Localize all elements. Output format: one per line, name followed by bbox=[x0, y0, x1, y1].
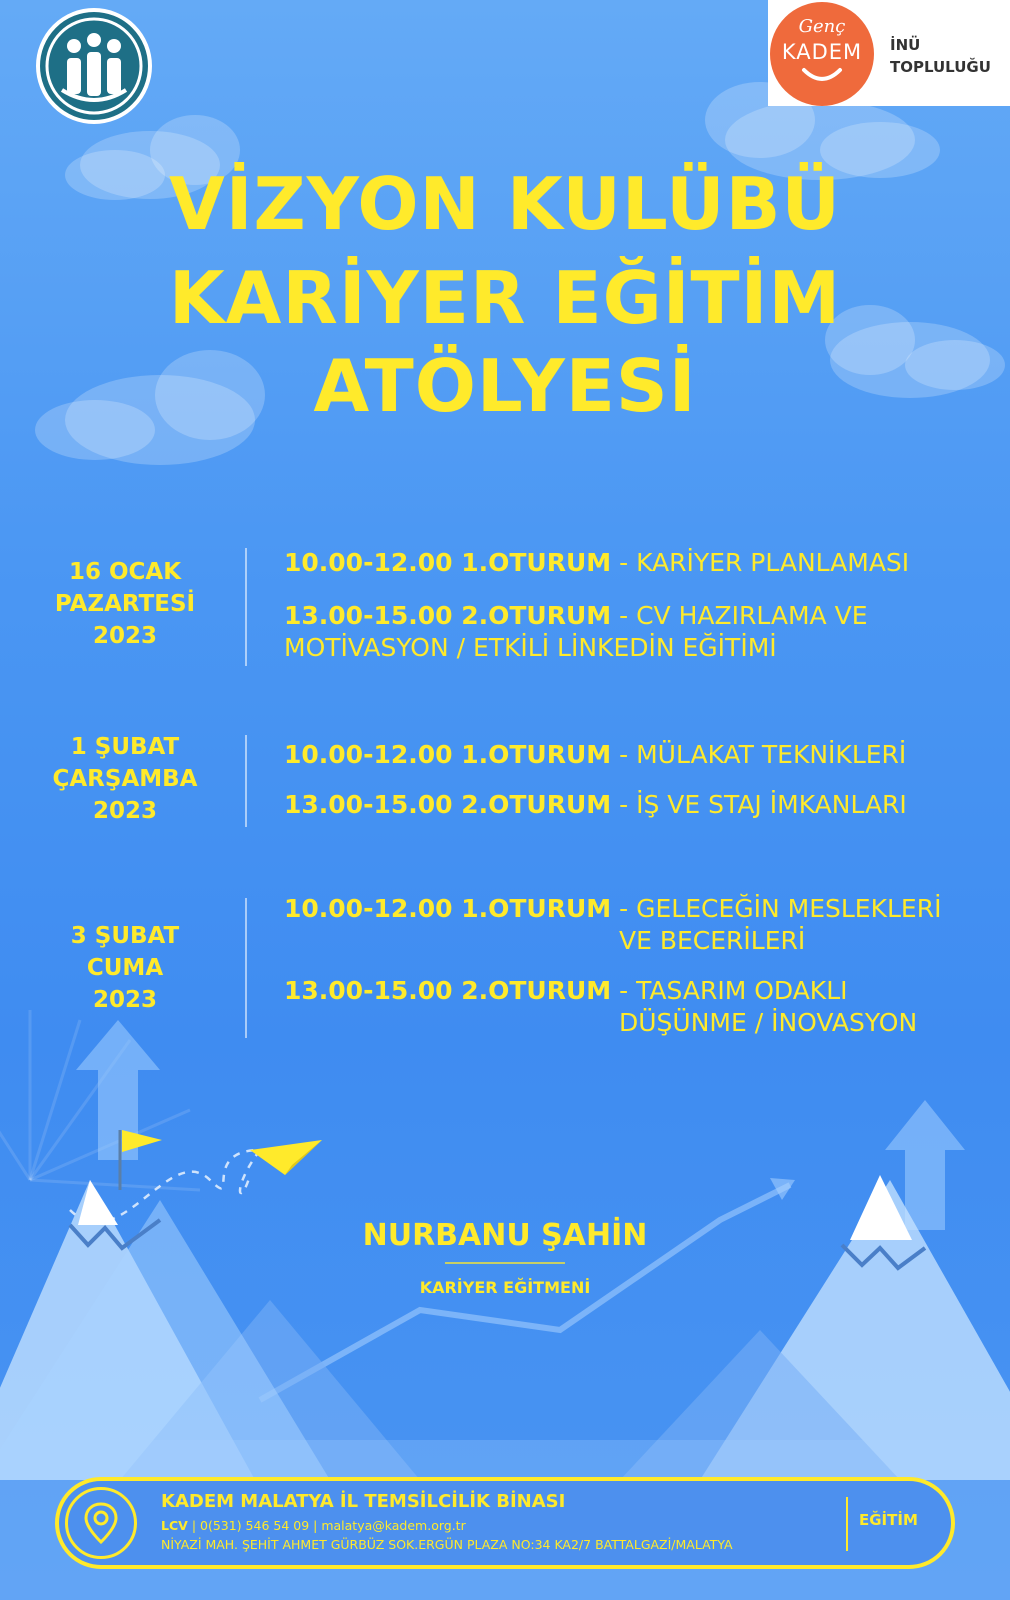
date-block-3 bbox=[30, 920, 220, 1016]
genc-kadem-word: KADEM bbox=[781, 40, 863, 64]
title-line-1: VİZYON KULÜBÜ bbox=[169, 162, 841, 246]
footer-phone[interactable]: 0(531) 546 54 09 bbox=[200, 1518, 310, 1533]
date-weekday: CUMA bbox=[86, 955, 164, 981]
community-line1: İNÜ bbox=[890, 36, 921, 54]
session-topic-continued: VE BECERİLERİ bbox=[619, 926, 806, 955]
session-topic-continued: MOTİVASYON / ETKİLİ LİNKEDİN EĞİTİMİ bbox=[284, 633, 777, 662]
title-line-2: KARİYER EĞİTİM bbox=[168, 256, 842, 340]
club-logo-mark bbox=[40, 12, 148, 120]
footer-address: NİYAZİ MAH. ŞEHİT AHMET GÜRBÜZ SOK.ERGÜN PLAZA NO:34 KA2/7 BATTALGAZİ/MALATYA bbox=[161, 1537, 733, 1552]
genc-kadem-script: Genç bbox=[798, 16, 846, 37]
footer-contact-line: LCV | 0(531) 546 54 09 | malatya@kadem.org.tr bbox=[161, 1518, 466, 1533]
title-line-3: ATÖLYESİ bbox=[313, 344, 697, 428]
session-separator: - bbox=[611, 548, 637, 577]
footer-venue: KADEM MALATYA İL TEMSİLCİLİK BİNASI bbox=[161, 1491, 566, 1512]
paper-plane-icon bbox=[250, 1140, 322, 1175]
session-2-2 bbox=[284, 789, 984, 821]
session-separator: - bbox=[611, 894, 637, 923]
date-weekday: PAZARTESİ bbox=[54, 591, 196, 617]
date-year: 2023 bbox=[92, 798, 157, 824]
date-year: 2023 bbox=[92, 987, 157, 1013]
session-time: 10.00-12.00 1.OTURUM bbox=[284, 894, 612, 923]
session-separator: - bbox=[611, 601, 637, 630]
footer-email[interactable]: malatya@kadem.org.tr bbox=[321, 1518, 466, 1533]
session-topic-continued: DÜŞÜNME / İNOVASYON bbox=[619, 1008, 918, 1037]
trainer-name: NURBANU ŞAHİN bbox=[362, 1218, 648, 1253]
smile-mark bbox=[800, 66, 844, 86]
date-block-1 bbox=[30, 556, 220, 652]
location-pin-icon bbox=[65, 1487, 137, 1559]
date-block-2 bbox=[30, 731, 220, 827]
footer-category: EĞİTİM bbox=[859, 1511, 918, 1529]
session-time: 13.00-15.00 2.OTURUM bbox=[284, 601, 612, 630]
session-topic: MÜLAKAT TEKNİKLERİ bbox=[636, 740, 907, 769]
community-line2: TOPLULUĞU bbox=[890, 58, 991, 76]
trainer-divider bbox=[445, 1262, 565, 1264]
divider-3 bbox=[245, 898, 247, 1038]
date-weekday: ÇARŞAMBA bbox=[52, 766, 198, 792]
divider-1 bbox=[245, 548, 247, 666]
session-separator: - bbox=[611, 976, 637, 1005]
session-separator: - bbox=[611, 740, 637, 769]
session-topic: GELECEĞİN MESLEKLERİ bbox=[636, 894, 942, 923]
session-separator: - bbox=[611, 790, 637, 819]
session-2-1 bbox=[284, 739, 984, 771]
genc-kadem-badge bbox=[770, 2, 874, 106]
date-day: 3 ŞUBAT bbox=[70, 923, 180, 949]
session-time: 13.00-15.00 2.OTURUM bbox=[284, 790, 612, 819]
community-name bbox=[890, 34, 991, 78]
trainer-role: KARİYER EĞİTMENİ bbox=[419, 1278, 591, 1297]
footer-divider bbox=[846, 1497, 848, 1551]
date-year: 2023 bbox=[92, 623, 157, 649]
genc-kadem-logo-box bbox=[768, 0, 1010, 106]
session-topic: TASARIM ODAKLI bbox=[636, 976, 848, 1005]
session-time: 10.00-12.00 1.OTURUM bbox=[284, 740, 612, 769]
session-topic: CV HAZIRLAMA VE bbox=[636, 601, 868, 630]
session-topic: KARİYER PLANLAMASI bbox=[636, 548, 910, 577]
session-time: 13.00-15.00 2.OTURUM bbox=[284, 976, 612, 1005]
session-1-2 bbox=[284, 600, 984, 664]
date-day: 16 OCAK bbox=[68, 559, 182, 585]
session-3-2 bbox=[284, 975, 984, 1039]
session-3-1 bbox=[284, 893, 984, 957]
club-logo bbox=[36, 8, 152, 124]
session-time: 10.00-12.00 1.OTURUM bbox=[284, 548, 612, 577]
divider-2 bbox=[245, 735, 247, 827]
session-1-1 bbox=[284, 547, 984, 579]
footer-label: LCV bbox=[161, 1518, 188, 1533]
session-topic: İŞ VE STAJ İMKANLARI bbox=[636, 790, 907, 819]
date-day: 1 ŞUBAT bbox=[70, 734, 180, 760]
footer-info-bar bbox=[55, 1477, 955, 1569]
